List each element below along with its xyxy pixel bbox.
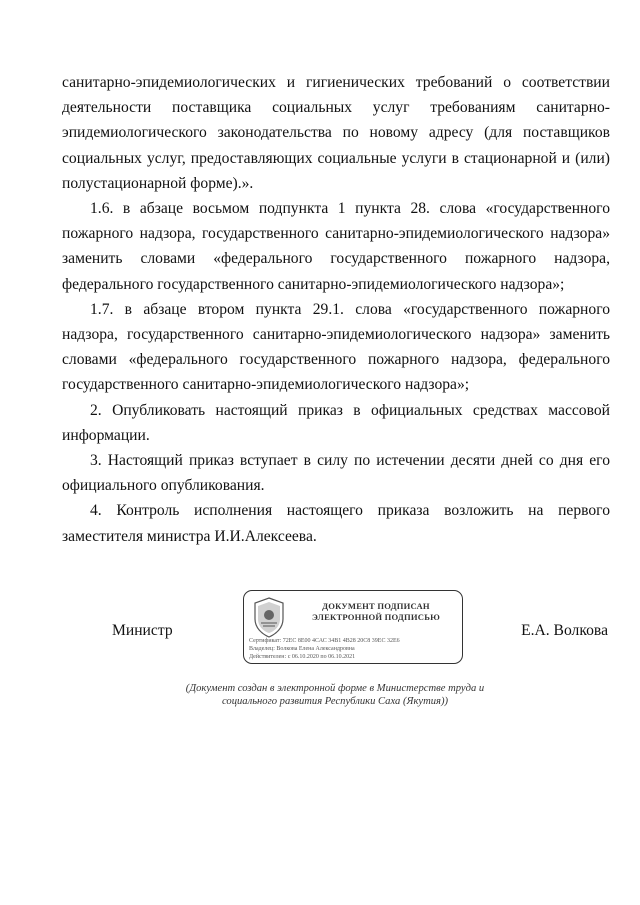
coat-of-arms-icon (249, 595, 289, 639)
signature-block (0, 588, 640, 670)
stamp-title (292, 601, 460, 623)
stamp-owner: Владелец: Волкова Елена Александровна (249, 646, 355, 652)
paragraph-2: 2. Опубликовать настоящий приказ в официальных средствах массовой информации. (62, 401, 610, 444)
stamp-title-line1: ДОКУМЕНТ ПОДПИСАН (322, 601, 430, 611)
stamp-certificate: Сертификат: 72ЕС 8Е00 4САС 34В1 4В28 20С8 39ЕС 32Е6 (249, 638, 400, 644)
paragraph-3: 3. Настоящий приказ вступает в силу по истечении десяти дней со дня его официального опубликования. (62, 452, 610, 495)
footer-line1: (Документ создан в электронной форме в Министерстве труда и (185, 683, 485, 694)
document-body (62, 70, 610, 549)
paragraph-4: 4. Контроль исполнения настоящего приказа возложить на первого заместителя министра И.И.Алексеева. (62, 502, 610, 545)
position-label: Министр (112, 622, 173, 639)
stamp-validity: Действителен: с 06.10.2020 по 06.10.2021 (249, 654, 356, 660)
paragraph-1-6: 1.6. в абзаце восьмом подпункта 1 пункта 28. слова «государственного пожарного надзора, государственного санитарно-эпидемиологического надзора» заменить словами «федерального государственного пожарного надзора, федерального государственного санитарно-эпидемиологического надзора»; (62, 200, 610, 293)
footer-line2: социального развития Республики Саха (Якутия)) (221, 696, 449, 707)
electronic-signature-stamp (243, 590, 463, 664)
paragraph-1-7: 1.7. в абзаце втором пункта 29.1. слова «государственного пожарного надзора, государственного санитарно-эпидемиологического надзора» заменить словами «федерального государственного пожарного надзора, федерального государственного санитарно-эпидемиологического надзора»; (62, 300, 610, 394)
paragraph-continuation: санитарно-эпидемиологических и гигиенических требований о соответствии деятельности поставщика социальных услуг требованиям санитарно-эпидемиологического законодательства по новому адресу (для поставщиков социальных услуг, предоставляющих социальные услуги в стационарной и (или) полустационарной форме).». (62, 74, 610, 192)
signer-name: Е.А. Волкова (521, 622, 608, 639)
stamp-title-line2: ЭЛЕКТРОННОЙ ПОДПИСЬЮ (312, 612, 440, 622)
footer-note (140, 682, 530, 708)
